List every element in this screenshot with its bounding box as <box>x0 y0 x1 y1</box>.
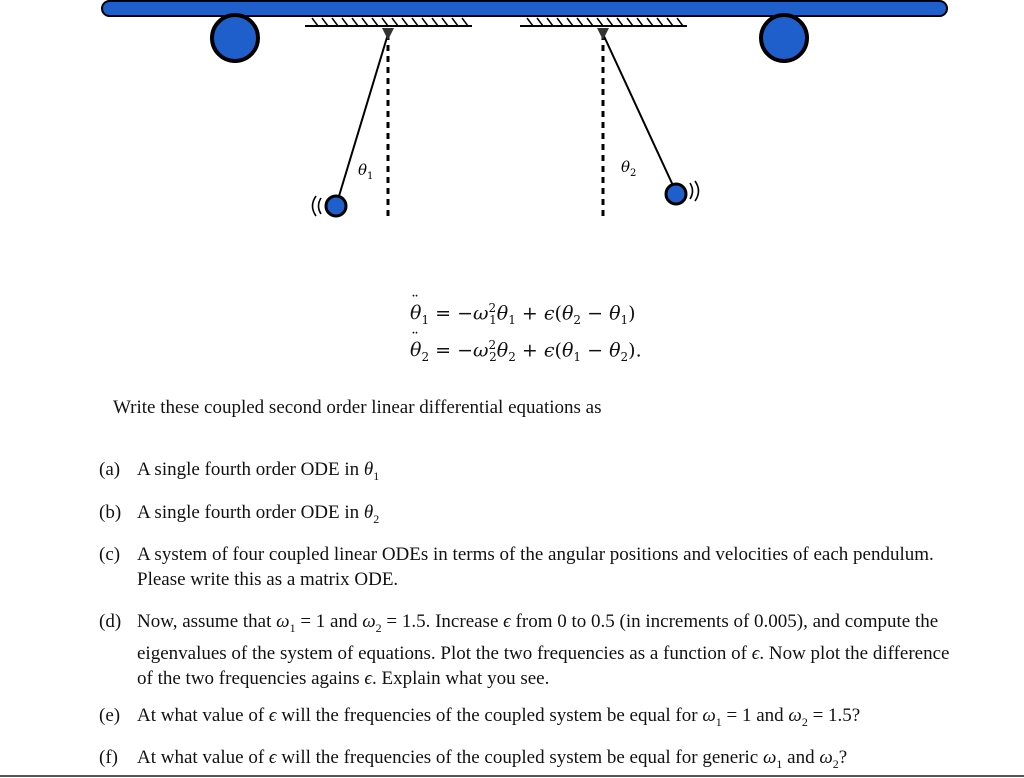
coupling-bar <box>102 1 947 16</box>
item-label: (d) <box>99 611 122 632</box>
item-text: A single fourth order ODE in $\theta_1$ <box>137 459 380 483</box>
item-text: At what value of ϵ will the frequencies of the coupled system be equal for generic $\omega_1$ and $\omega_2$? <box>137 747 848 771</box>
item-label: (a) <box>99 459 121 480</box>
right-wheel <box>761 15 807 61</box>
item-label: (e) <box>99 705 121 726</box>
item-text: At what value of ϵ will the frequencies of the coupled system be equal for $\omega_1 = 1$ and $\omega_2 = 1.5$? <box>137 705 861 729</box>
right-bob <box>666 184 686 204</box>
right-pendulum <box>597 28 699 218</box>
left-bob <box>326 196 346 216</box>
item-text: A system of four coupled linear ODEs in terms of the angular positions and velocities of each pendulum. Please write this as a matrix ODE. <box>137 544 934 590</box>
page-bottom-rule <box>0 775 1024 777</box>
intro-text: Write these coupled second order linear differential equations as <box>113 397 602 418</box>
left-support <box>305 18 472 26</box>
coupled-pendulum-figure <box>0 0 1024 240</box>
item-text: A single fourth order ODE in $\theta_2$ <box>137 502 380 526</box>
left-wheel <box>212 15 258 61</box>
item-label: (b) <box>99 502 122 523</box>
item-label: (f) <box>99 747 118 768</box>
right-support <box>520 18 687 26</box>
svg-text:θ2: $\theta_2$ <box>621 158 637 179</box>
equation-1: ¨ $\theta_1 = -\omega^2_1\theta_1 + \epsilon(\theta_2 - \theta_1)$ <box>410 301 636 327</box>
item-label: (c) <box>99 544 121 565</box>
equation-2: ¨ $\theta_2 = -\omega^2_2\theta_2 + \epsilon(\theta_1 - \theta_2)$. <box>410 338 642 364</box>
svg-text:θ1: $\theta_1$ <box>358 161 374 182</box>
left-pendulum <box>313 28 395 218</box>
item-text: Now, assume that $\omega_1 = 1$ and $\omega_2 = 1.5$. Increase ϵ from 0 to 0.5 (in increments of 0.005), and compute the eigenvalues of the system of equations. Plot the two frequencies as a function of ϵ. Now plot the difference of the two frequencies agains ϵ. Explain what you see. <box>137 611 950 689</box>
